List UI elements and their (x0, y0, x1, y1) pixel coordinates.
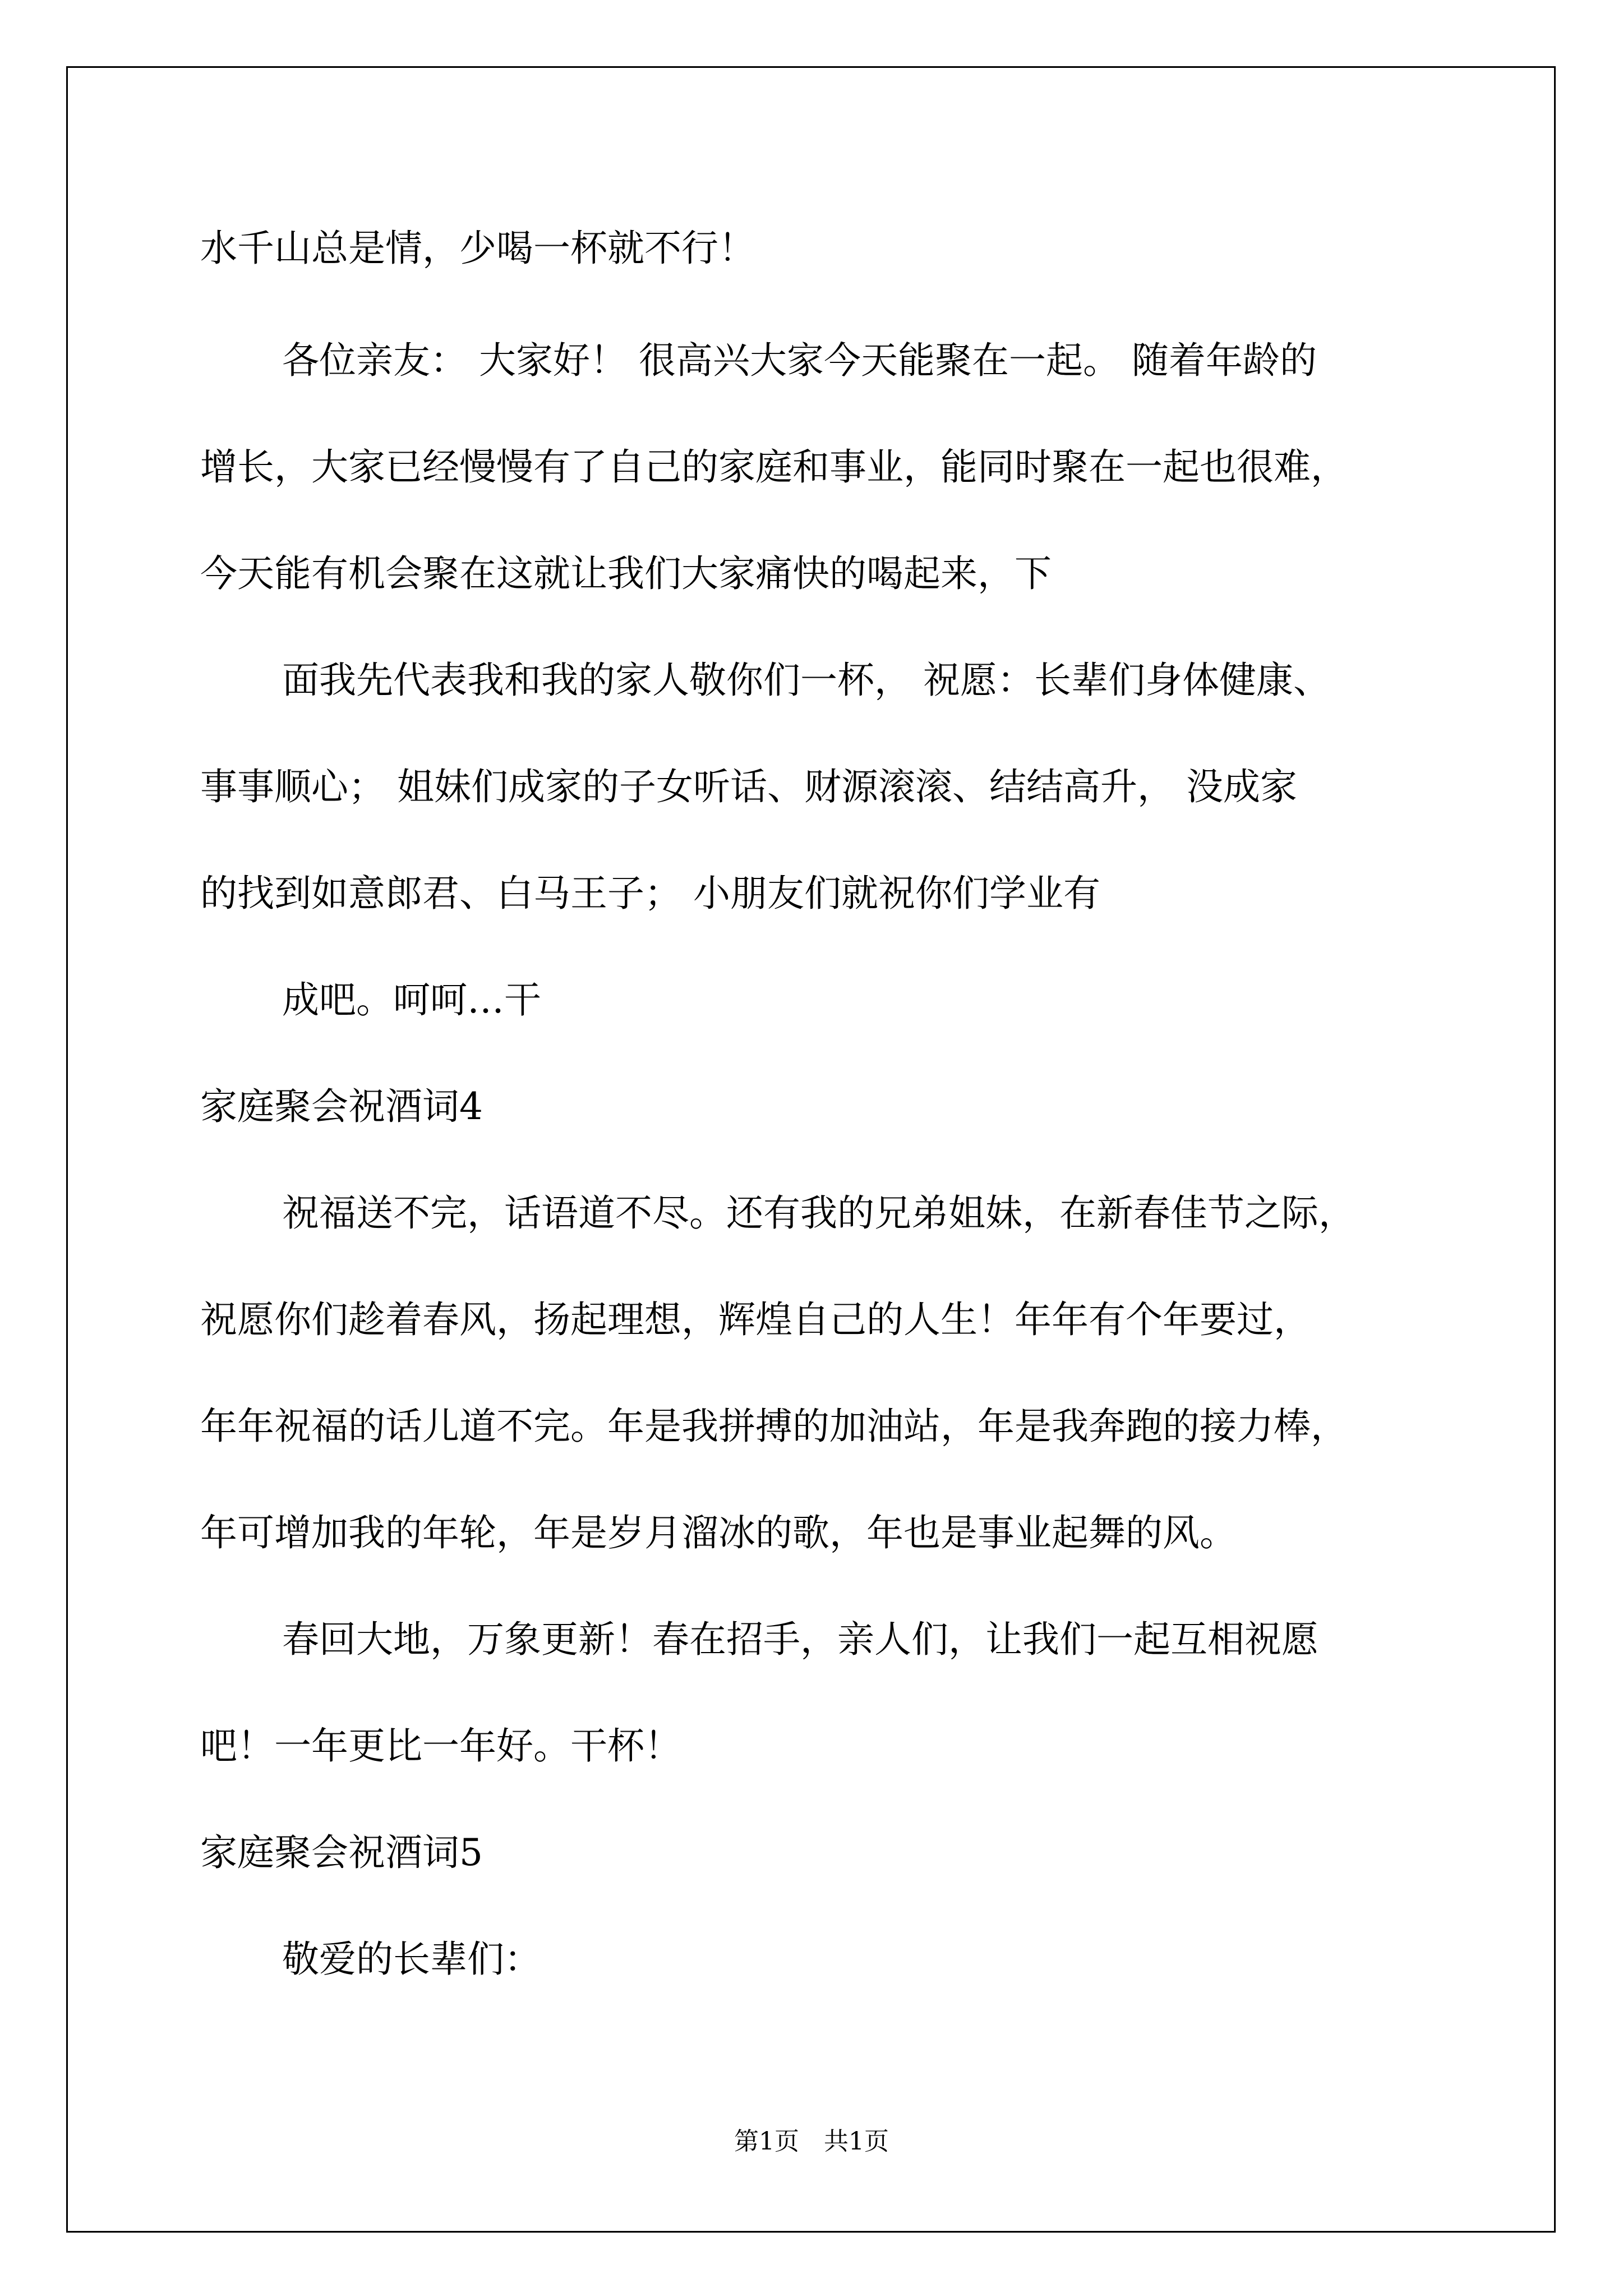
text-line: 增长，大家已经慢慢有了自己的家庭和事业，能同时聚在一起也很难， (200, 445, 1348, 489)
text-line: 祝愿你们趁着春风，扬起理想，辉煌自己的人生！年年有个年要过， (200, 1298, 1311, 1341)
text-line: 年年祝福的话儿道不完。年是我拼搏的加油站，年是我奔跑的接力棒， (200, 1405, 1348, 1448)
text-line: 祝福送不完，话语道不尽。还有我的兄弟姐妹，在新春佳节之际， (282, 1191, 1355, 1235)
text-line: 今天能有机会聚在这就让我们大家痛快的喝起来，下 (200, 552, 1052, 595)
section-heading: 家庭聚会祝酒词5 (200, 1831, 483, 1874)
text-line: 成吧。呵呵…干 (282, 978, 541, 1022)
text-line: 吧！一年更比一年好。干杯！ (200, 1724, 681, 1768)
text-line: 敬爱的长辈们： (282, 1938, 541, 1981)
text-line: 春回大地，万象更新！春在招手，亲人们，让我们一起互相祝愿 (282, 1618, 1318, 1661)
text-line: 的找到如意郎君、白马王子； 小朋友们就祝你们学业有 (200, 872, 1100, 915)
text-line: 各位亲友： 大家好！ 很高兴大家今天能聚在一起。 随着年龄的 (282, 339, 1317, 382)
page-number: 第1页 共1页 (734, 2127, 889, 2156)
text-line: 水千山总是情，少喝一杯就不行！ (200, 227, 755, 270)
page-border (66, 66, 1556, 2233)
text-line: 年可增加我的年轮，年是岁月溜冰的歌，年也是事业起舞的风。 (200, 1511, 1237, 1554)
section-heading: 家庭聚会祝酒词4 (200, 1085, 483, 1128)
text-line: 事事顺心； 姐妹们成家的子女听话、财源滚滚、结结高升， 没成家 (200, 765, 1297, 808)
text-line: 面我先代表我和我的家人敬你们一杯， 祝愿：长辈们身体健康、 (282, 659, 1330, 702)
